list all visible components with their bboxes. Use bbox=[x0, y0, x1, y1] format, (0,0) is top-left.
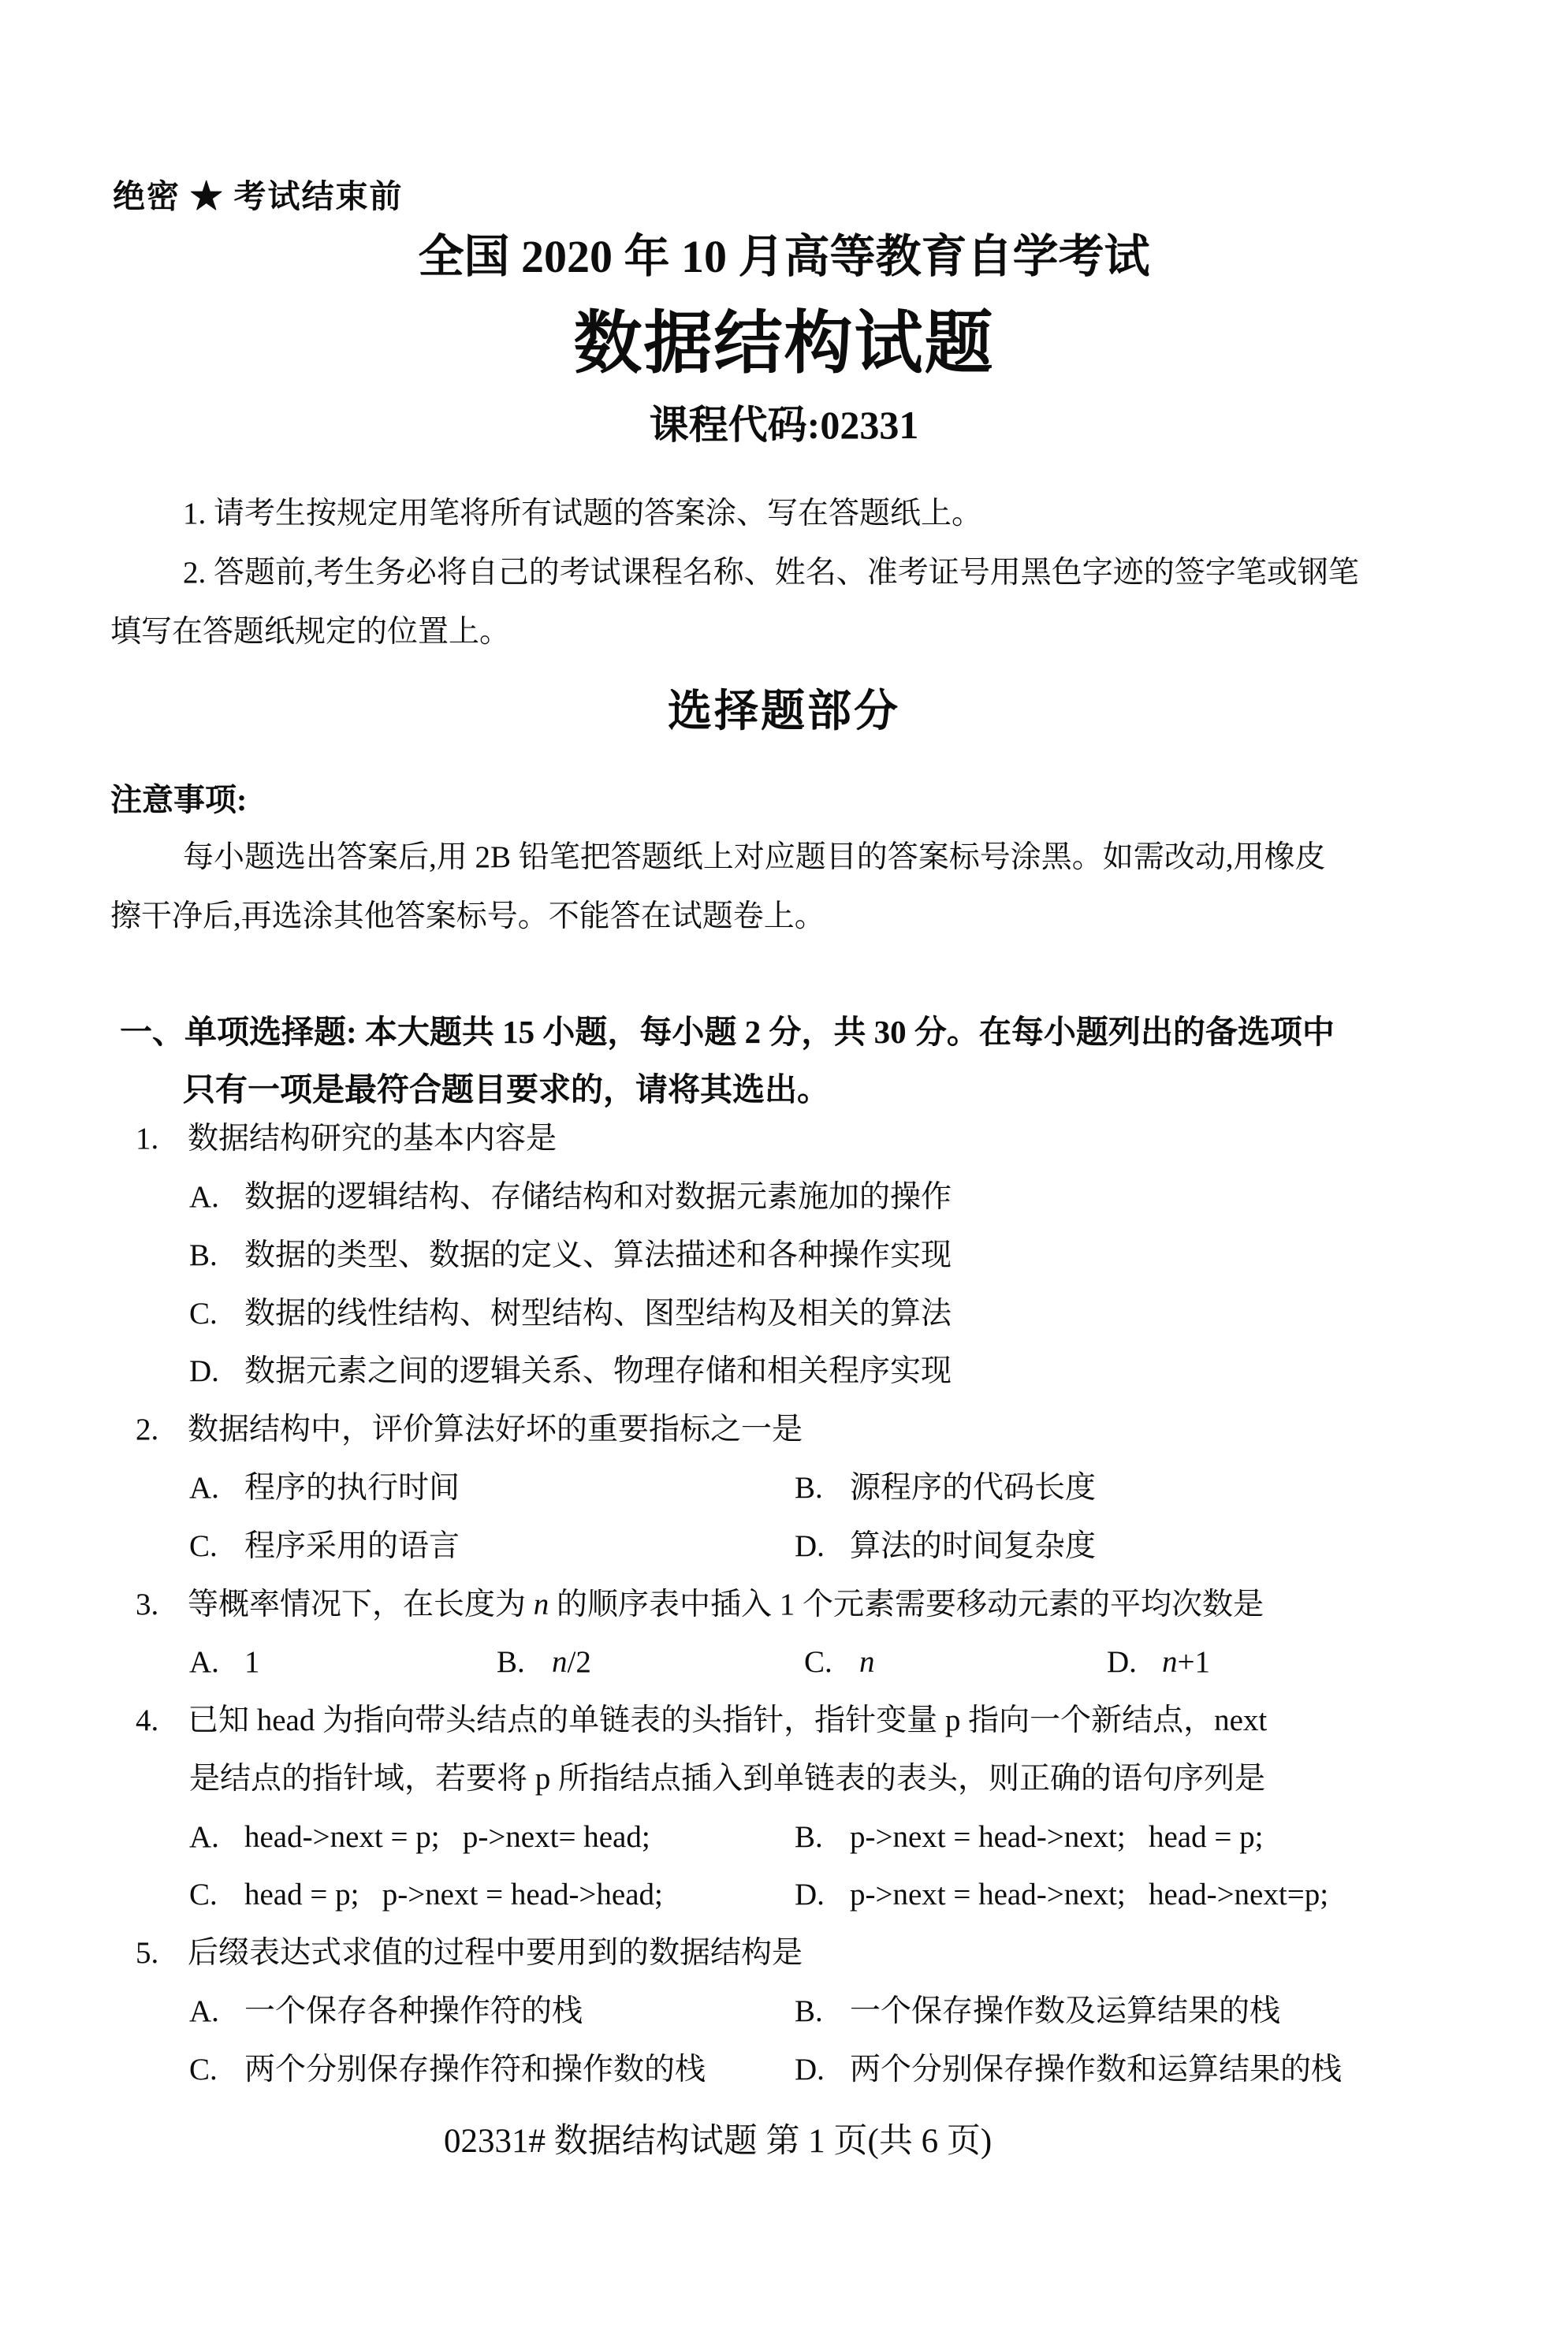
option-a-text: 1 bbox=[244, 1645, 260, 1679]
question-4-stem-line2-text: 是结点的指针域，若要将 p 所指结点插入到单链表的表头，则正确的语句序列是 bbox=[189, 1762, 1266, 1796]
part1-heading-line1: 一、单项选择题: 本大题共 15 小题，每小题 2 分，共 30 分。在每小题列出的备选项中 bbox=[120, 1014, 1335, 1050]
question-3-option-a bbox=[189, 1645, 260, 1681]
option-b-label: B. bbox=[795, 1820, 823, 1854]
option-b-label: B. bbox=[795, 1471, 823, 1505]
question-3-stem-pre: 等概率情况下，在长度为 bbox=[188, 1588, 534, 1621]
section-title: 选择题部分 bbox=[668, 687, 900, 736]
question-3-option-d bbox=[1107, 1645, 1210, 1681]
question-4-stem-line1: 已知 head 为指向带头结点的单链表的头指针，指针变量 p 指向一个新结点，next bbox=[188, 1703, 1268, 1737]
option-a-label: A. bbox=[189, 1994, 219, 2028]
option-c-text: 程序采用的语言 bbox=[244, 1529, 460, 1563]
course-code: 课程代码:02331 bbox=[649, 403, 919, 447]
question-1-option-c bbox=[189, 1297, 952, 1332]
option-d-label: D. bbox=[1107, 1645, 1137, 1679]
option-d-var: n bbox=[1162, 1645, 1178, 1679]
instruction-item-2-line1: 2. 答题前,考生务必将自己的考试课程名称、姓名、准考证号用黑色字迹的签字笔或钢笔 bbox=[183, 556, 1359, 590]
option-d-rest: +1 bbox=[1177, 1645, 1210, 1679]
option-d-label: D. bbox=[795, 2053, 825, 2087]
option-b-var: n bbox=[552, 1645, 568, 1679]
question-4-number: 4. bbox=[136, 1703, 159, 1737]
question-2-option-b bbox=[795, 1471, 1096, 1506]
question-3-option-b bbox=[497, 1645, 591, 1681]
question-2-option-d bbox=[795, 1529, 1096, 1565]
notes-line-1: 每小题选出答案后,用 2B 铅笔把答题纸上对应题目的答案标号涂黑。如需改动,用橡皮 bbox=[183, 840, 1326, 874]
question-4-stem-line2 bbox=[189, 1762, 1265, 1797]
option-d-label: D. bbox=[795, 1878, 825, 1912]
option-c-label: C. bbox=[189, 1297, 218, 1331]
option-d-label: D. bbox=[795, 1529, 825, 1563]
option-b-text: 源程序的代码长度 bbox=[850, 1471, 1097, 1505]
question-1-option-b bbox=[189, 1238, 952, 1274]
option-c-label: C. bbox=[804, 1645, 832, 1679]
question-1-option-a bbox=[189, 1180, 952, 1216]
option-b-label: B. bbox=[497, 1645, 525, 1679]
question-4 bbox=[136, 1703, 1267, 1739]
question-2 bbox=[136, 1413, 803, 1448]
option-b-text: 一个保存操作数及运算结果的栈 bbox=[850, 1994, 1281, 2028]
option-a-label: A. bbox=[189, 1180, 219, 1214]
option-a-label: A. bbox=[189, 1820, 219, 1854]
question-3 bbox=[136, 1588, 1264, 1623]
question-2-option-c bbox=[189, 1529, 460, 1565]
option-b-code: p->next = head->next; head = p; bbox=[850, 1820, 1264, 1854]
option-a-label: A. bbox=[189, 1471, 219, 1505]
option-d-text: 算法的时间复杂度 bbox=[850, 1529, 1097, 1563]
question-4-option-d bbox=[795, 1878, 1328, 1913]
instruction-item-1: 1. 请考生按规定用笔将所有试题的答案涂、写在答题纸上。 bbox=[183, 497, 983, 531]
question-3-stem-post: 的顺序表中插入 1 个元素需要移动元素的平均次数是 bbox=[549, 1588, 1264, 1621]
question-2-number: 2. bbox=[136, 1413, 159, 1446]
option-d-code: p->next = head->next; head->next=p; bbox=[850, 1878, 1329, 1912]
question-4-option-a bbox=[189, 1820, 650, 1856]
option-b-text: 数据的类型、数据的定义、算法描述和各种操作实现 bbox=[244, 1238, 952, 1272]
part1-heading-line2: 只有一项是最符合题目要求的，请将其选出。 bbox=[183, 1071, 829, 1108]
option-c-label: C. bbox=[189, 1529, 218, 1563]
question-2-option-a bbox=[189, 1471, 460, 1506]
exam-title: 全国 2020 年 10 月高等教育自学考试 bbox=[418, 231, 1150, 282]
question-3-stem-var: n bbox=[533, 1588, 549, 1621]
question-1 bbox=[136, 1122, 557, 1157]
question-5-number: 5. bbox=[136, 1936, 159, 1970]
option-b-label: B. bbox=[189, 1238, 218, 1272]
option-c-text: 数据的线性结构、树型结构、图型结构及相关的算法 bbox=[244, 1297, 952, 1331]
option-c-var: n bbox=[859, 1645, 875, 1679]
option-a-label: A. bbox=[189, 1645, 219, 1679]
question-4-option-c bbox=[189, 1878, 663, 1913]
page-footer: 02331# 数据结构试题 第 1 页(共 6 页) bbox=[444, 2123, 993, 2160]
notes-heading: 注意事项: bbox=[110, 782, 248, 817]
option-a-text: 数据的逻辑结构、存储结构和对数据元素施加的操作 bbox=[244, 1180, 952, 1214]
question-3-number: 3. bbox=[136, 1588, 159, 1621]
question-4-option-b bbox=[795, 1820, 1263, 1856]
question-1-option-d bbox=[189, 1354, 952, 1390]
question-5-option-a bbox=[189, 1994, 583, 2030]
option-d-text: 数据元素之间的逻辑关系、物理存储和相关程序实现 bbox=[244, 1354, 952, 1388]
option-d-label: D. bbox=[189, 1354, 219, 1388]
option-d-text: 两个分别保存操作数和运算结果的栈 bbox=[850, 2053, 1343, 2087]
option-a-text: 一个保存各种操作符的栈 bbox=[244, 1994, 583, 2028]
question-3-option-c bbox=[804, 1645, 875, 1681]
option-c-label: C. bbox=[189, 1878, 218, 1912]
question-5-stem: 后缀表达式求值的过程中要用到的数据结构是 bbox=[188, 1936, 803, 1970]
question-1-number: 1. bbox=[136, 1122, 159, 1156]
instruction-item-2-line2: 填写在答题纸规定的位置上。 bbox=[110, 615, 511, 649]
option-c-label: C. bbox=[189, 2053, 218, 2087]
option-b-rest: /2 bbox=[567, 1645, 591, 1679]
question-1-stem: 数据结构研究的基本内容是 bbox=[188, 1122, 557, 1156]
option-a-text: 程序的执行时间 bbox=[244, 1471, 460, 1505]
notes-line-2: 擦干净后,再选涂其他答案标号。不能答在试题卷上。 bbox=[110, 899, 825, 933]
option-b-label: B. bbox=[795, 1994, 823, 2028]
question-5-option-c bbox=[189, 2053, 706, 2088]
option-c-text: 两个分别保存操作符和操作数的栈 bbox=[244, 2053, 706, 2087]
paper-title: 数据结构试题 bbox=[573, 305, 995, 382]
question-5-option-b bbox=[795, 1994, 1280, 2030]
question-5-option-d bbox=[795, 2053, 1342, 2088]
option-c-code: head = p; p->next = head->head; bbox=[244, 1878, 663, 1912]
question-2-stem: 数据结构中，评价算法好坏的重要指标之一是 bbox=[188, 1413, 803, 1446]
classification-banner: 绝密 ★ 考试结束前 bbox=[113, 178, 404, 214]
option-a-code: head->next = p; p->next= head; bbox=[244, 1820, 650, 1854]
question-5 bbox=[136, 1936, 803, 1971]
